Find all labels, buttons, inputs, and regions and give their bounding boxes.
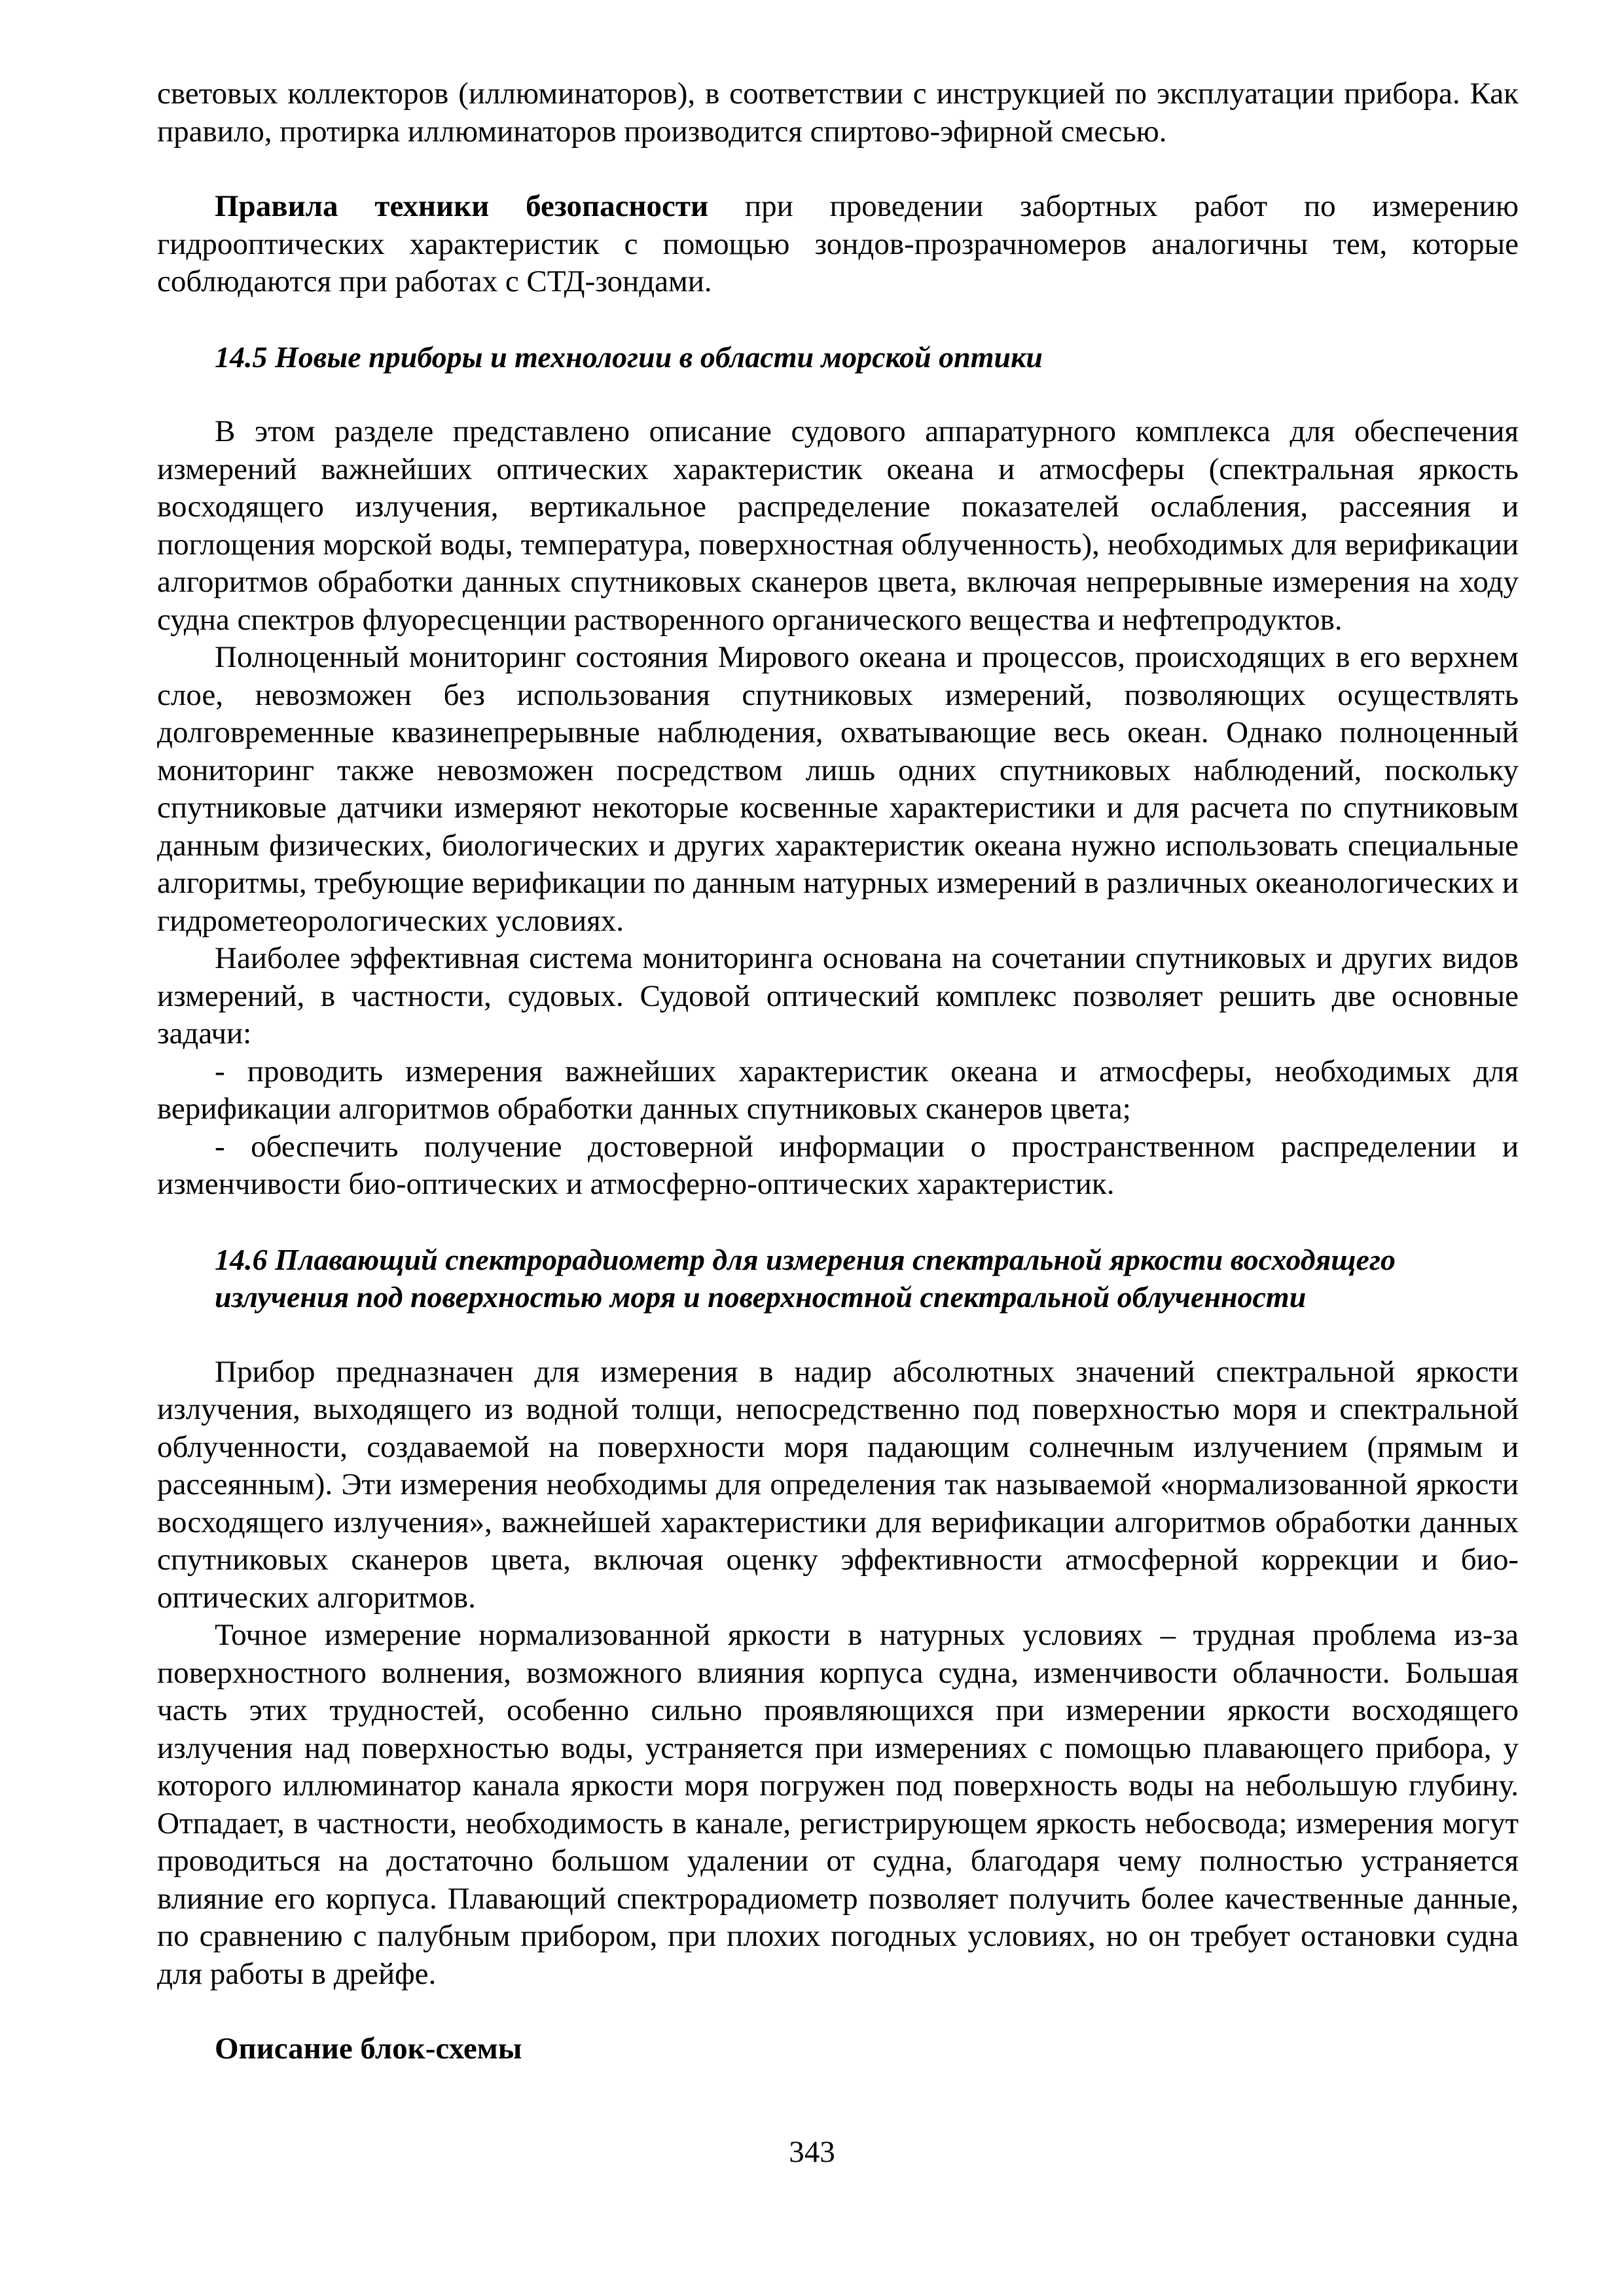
spacer — [157, 1993, 1519, 2030]
page-number: 343 — [789, 2135, 835, 2169]
section-heading-14-5: 14.5 Новые приборы и технологии в области морской оптики — [215, 340, 1043, 374]
safety-text: при проведении забортных работ по измерению гидрооптических характеристик с помощью зондов-прозрачномеров аналогичны тем, которые соблюдаются при работах с СТД-зондами. — [157, 189, 1519, 298]
continuation-paragraph: световых коллекторов (иллюминаторов), в соответствии с инструкцией по эксплуатации прибора. Как правило, протирка иллюминаторов производится спиртово-эфирной смесью. — [157, 77, 1519, 149]
spacer — [157, 1204, 1519, 1241]
section-heading-14-6-line-2: излучения под поверхностью моря и поверхностной спектральной облученности — [215, 1280, 1307, 1314]
section-14-5-paragraph-3: Наиболее эффективная система мониторинга основана на сочетании спутниковых и других видов измерений, в частности, судовых. Судовой оптический комплекс позволяет решить две основные задачи: — [157, 941, 1519, 1050]
spacer — [157, 376, 1519, 413]
task-item-2: - обеспечить получение достоверной информации о пространственном распределении и изменчивости био-оптических и атмосферно-оптических характеристик. — [157, 1129, 1519, 1201]
task-item-1: - проводить измерения важнейших характеристик океана и атмосферы, необходимых для верификации алгоритмов обработки данных спутниковых сканеров цвета; — [157, 1054, 1519, 1126]
spacer — [157, 301, 1519, 338]
section-14-5-paragraph-1: В этом разделе представлено описание судового аппаратурного комплекса для обеспечения измерений важнейших оптических характеристик океана и атмосферы (спектральная яркость восходящего излучения, вертикальное распределение показателей ослабления, рассеяния и поглощения морской воды, температура, поверхностная облученность), необходимых для верификации алгоритмов обработки данных спутниковых сканеров цвета, включая непрерывные измерения на ходу судна спектров флуоресценции растворенного органического вещества и нефтепродуктов. — [157, 414, 1519, 637]
section-14-6-paragraph-1: Прибор предназначен для измерения в надир абсолютных значений спектральной яркости излучения, выходящего из водной толщи, непосредственно под поверхностью моря и спектральной облученности, создаваемой на поверхности моря падающим солнечным излучением (прямым и рассеянным). Эти измерения необходимы для определения так называемой «нормализованной яркости восходящего излучения», важнейшей характеристики для верификации алгоритмов обработки данных спутниковых сканеров цвета, включая оценку эффективности атмосферной коррекции и био-оптических алгоритмов. — [157, 1354, 1519, 1615]
document-page — [157, 75, 1519, 2068]
section-heading-14-6 — [157, 1241, 1519, 1316]
spacer — [157, 151, 1519, 188]
subheading-block-diagram: Описание блок-схемы — [215, 2032, 522, 2066]
safety-paragraph — [157, 188, 1519, 301]
section-14-6-paragraph-2: Точное измерение нормализованной яркости в натурных условиях – трудная проблема из-за поверхностного волнения, возможного влияния корпуса судна, изменчивости облачности. Большая часть этих трудностей, особенно сильно проявляющихся при измерении яркости восходящего излучения над поверхностью воды, устраняется при измерениях с помощью плавающего прибора, у которого иллюминатор канала яркости моря погружен под поверхность воды на небольшую глубину. Отпадает, в частности, необходимость в канале, регистрирующем яркость небосвода; измерения могут проводиться на достаточно большом удалении от судна, благодаря чему полностью устраняется влияние его корпуса. Плавающий спектрорадиометр позволяет получить более качественные данные, по сравнению с палубным прибором, при плохих погодных условиях, но он требует остановки судна для работы в дрейфе. — [157, 1618, 1519, 1991]
section-14-5-paragraph-2: Полноценный мониторинг состояния Мирового океана и процессов, происходящих в его верхнем слое, невозможен без использования спутниковых измерений, позволяющих осуществлять долговременные квазинепрерывные наблюдения, охватывающие весь океан. Однако полноценный мониторинг также невозможен посредством лишь одних спутниковых наблюдений, поскольку спутниковые датчики измеряют некоторые косвенные характеристики и для расчета по спутниковым данным физических, биологических и других характеристик океана нужно использовать специальные алгоритмы, требующие верификации по данным натурных измерений в различных океанологических и гидрометеорологических условиях. — [157, 640, 1519, 938]
spacer — [157, 1316, 1519, 1354]
safety-lead: Правила техники безопасности — [215, 189, 709, 223]
section-heading-14-6-line-1: 14.6 Плавающий спектрорадиометр для измерения спектральной яркости восходящего — [215, 1242, 1396, 1276]
